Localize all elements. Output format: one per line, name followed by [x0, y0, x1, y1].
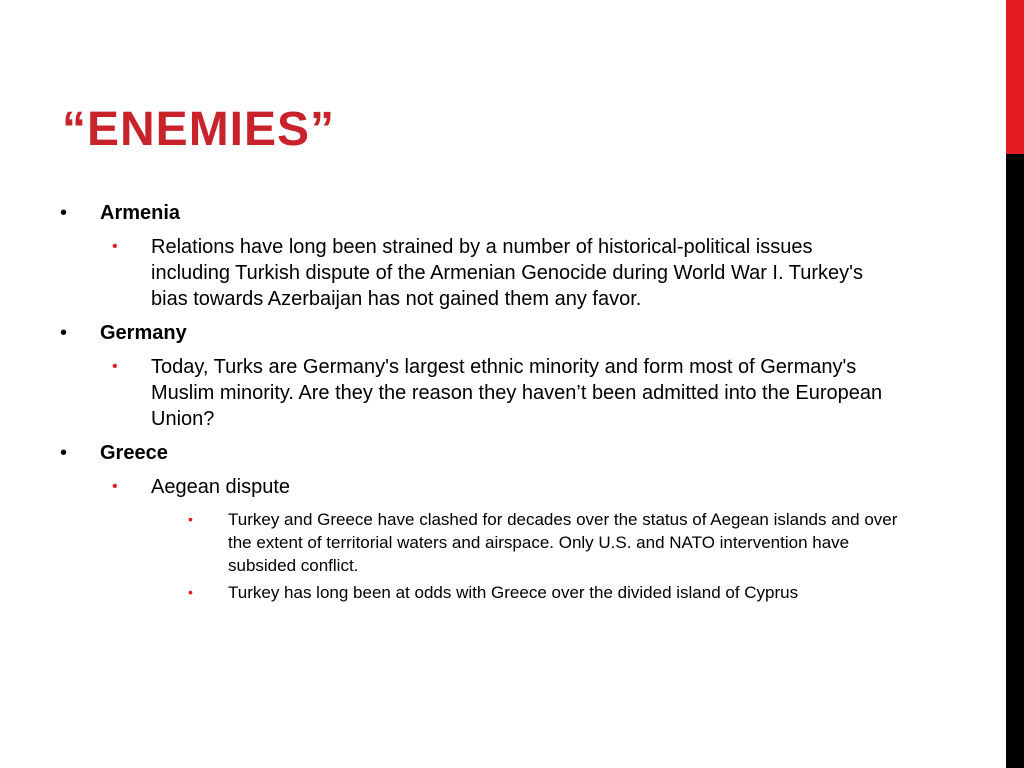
- slide-body: [60, 200, 920, 608]
- section-heading-greece: Greece: [100, 442, 168, 464]
- accent-bar: [1006, 0, 1024, 768]
- bullet-germany: [60, 320, 920, 346]
- accent-bar-red: [1006, 0, 1024, 154]
- greece-subdetail-aegean-text: Turkey and Greece have clashed for decades over the status of Aegean islands and over the extent of territorial waters and airspace. Only U.S. and NATO intervention have subsided conflict.: [228, 510, 898, 575]
- slide-title: “ENEMIES”: [62, 103, 336, 156]
- section-heading-armenia: Armenia: [100, 202, 181, 224]
- greece-subdetail-aegean: [188, 508, 898, 577]
- armenia-detail-text: Relations have long been strained by a number of historical-political issues including Turkish dispute of the Armenian Genocide during World War I. Turkey's bias towards Azerbaijan has not gained them any favor.: [151, 236, 863, 310]
- bullet-dot-icon: •: [188, 511, 193, 527]
- bullet-dot-icon: •: [112, 238, 118, 255]
- germany-detail-text: Today, Turks are Germany's largest ethnic minority and form most of Germany's Muslim minority. Are they the reason they haven’t been admitted into the European Union?: [151, 356, 883, 430]
- greece-detail: [112, 474, 891, 500]
- section-heading-germany: Germany: [100, 322, 187, 344]
- bullet-dot-icon: •: [112, 478, 118, 495]
- greece-subdetail-cyprus-text: Turkey has long been at odds with Greece over the divided island of Cyprus: [228, 583, 799, 602]
- bullet-dot-icon: •: [60, 442, 68, 464]
- bullet-dot-icon: •: [112, 358, 118, 375]
- bullet-greece: [60, 440, 920, 466]
- greece-detail-text: Aegean dispute: [151, 476, 291, 498]
- bullet-dot-icon: •: [60, 202, 68, 224]
- germany-detail: [112, 354, 891, 432]
- bullet-armenia: [60, 200, 920, 226]
- bullet-dot-icon: •: [60, 322, 68, 344]
- greece-subdetail-cyprus: [188, 581, 898, 604]
- accent-bar-black: [1006, 154, 1024, 768]
- armenia-detail: [112, 234, 891, 312]
- bullet-dot-icon: •: [188, 584, 193, 600]
